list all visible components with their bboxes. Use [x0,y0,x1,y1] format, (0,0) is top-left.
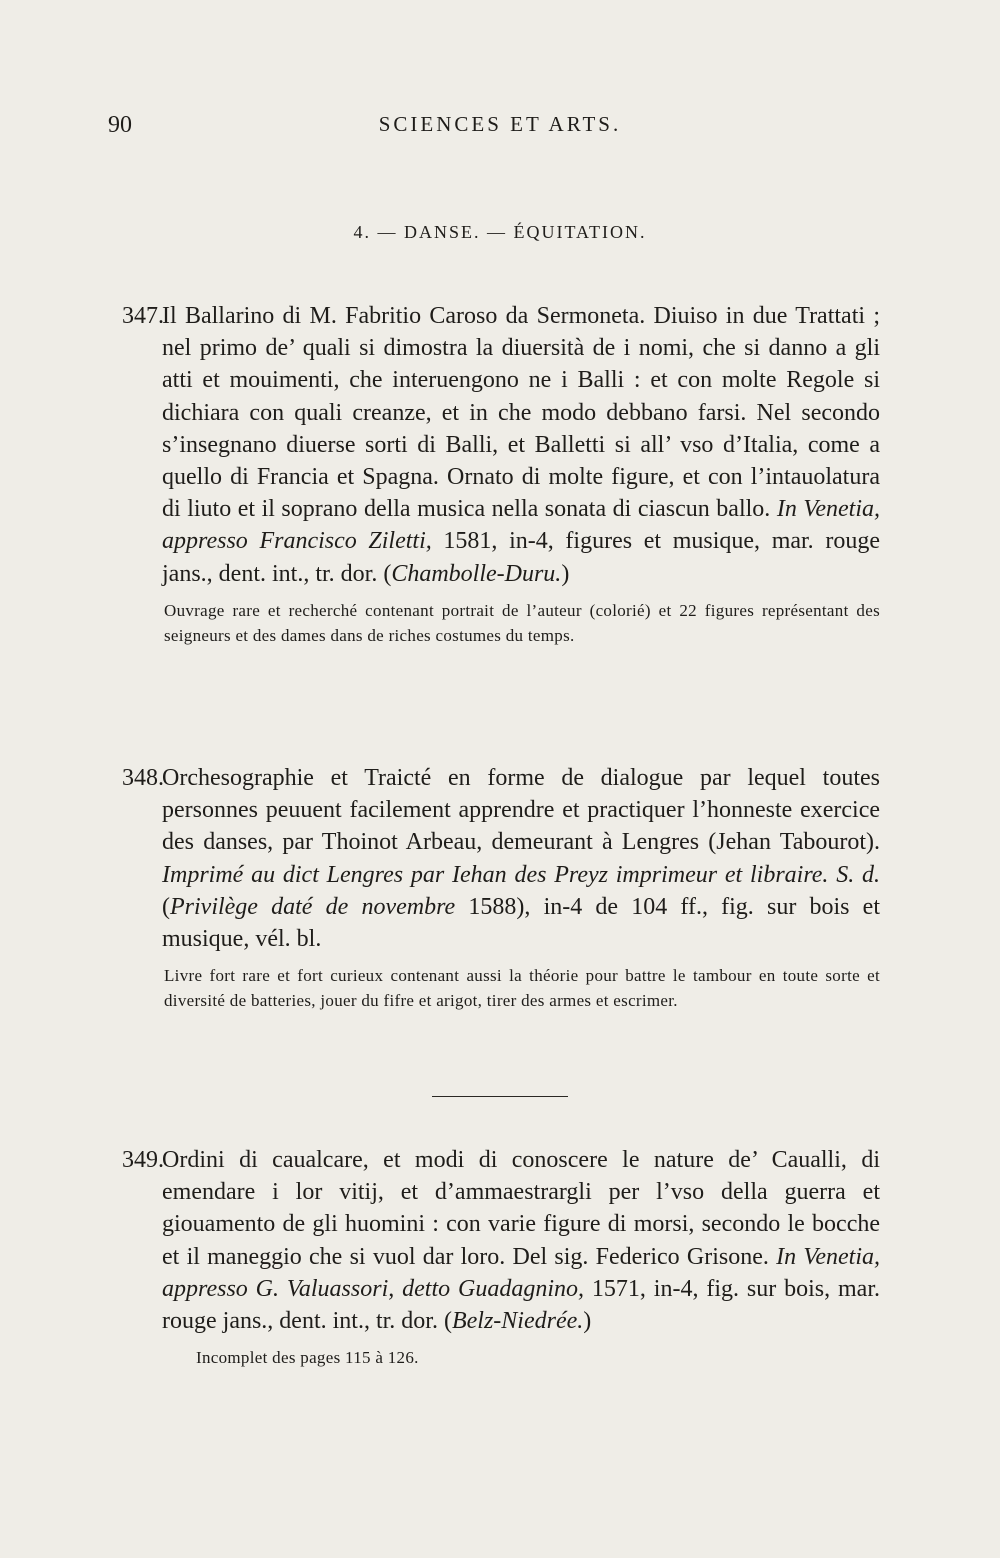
catalog-entry-348 [0,762,1000,1013]
entry-text: Il Ballarino di M. Fabritio Caroso da Sermoneta. Diuiso in due Trattati ; nel primo de’ quali si dimostra la diuersità de i nomi, che si danno a gli atti et mouimenti, che interuengono ne i Balli : et con molte Regole si dichiara con quali creanze, et in che modo debbano farsi. Nel secondo s’insegnano diuerse sorti di Balli, et Balletti si all’ vso d’Italia, come a quello di Francia et Spagna. Ornato di molte figure, et con l’intauolatura di liuto et il soprano della musica nella sonata di ciascun ballo. [162,303,880,523]
entry-number: 349. [122,1147,164,1173]
entry-number: 347. [122,303,164,329]
entry-imprint: In Venetia, appresso G. Valuassori, detto Guadagnino, [162,1243,880,1302]
page-number: 90 [108,112,132,138]
running-title: SCIENCES ET ARTS. [378,112,622,136]
entry-text: ) [583,1308,592,1335]
entry-text: 1588), in-4 de 104 ff., fig. sur bois et musique, vél. bl. [162,893,881,953]
entry-body [0,1144,1000,1337]
entry-number: 348. [122,765,164,791]
entry-imprint: Imprimé au dict Lengres par Iehan des Preyz imprimeur et libraire. S. d. [162,861,880,888]
section-heading: 4. — DANSE. — ÉQUITATION. [353,222,647,242]
entry-note: Incomplet des pages 115 à 126. [196,1348,419,1368]
entry-text: 1571, in-4, fig. sur bois, mar. rouge jans., dent. int., tr. dor. ( [162,1275,880,1335]
entry-body [0,762,1000,955]
running-head [0,112,1000,146]
entry-privilege: Privilège daté de novembre [170,893,456,920]
entry-binder: Chambolle-Duru. [391,560,562,587]
entry-text: ) [561,560,570,587]
entry-text: 1581, in-4, figures et musique, mar. rouge jans., dent. int., tr. dor. ( [162,528,880,587]
entry-imprint: In Venetia, appresso Francisco Ziletti, [162,496,880,555]
catalog-entry-349 [0,1144,1000,1370]
separator-rule [432,1096,568,1097]
entry-text: Ordini di caualcare, et modi di conoscere le nature de’ Caualli, di emendare i lor vitij, et d’ammaestrargli per l’vso della guerra et giouamento de gli huomini : con varie figure di morsi, secondo le bocche et il maneggio che si vuol dar loro. Del sig. Federico Grisone. [162,1147,880,1270]
entry-note: Livre fort rare et fort curieux contenant aussi la théorie pour battre le tambour en toute sorte et diversité de batteries, jouer du fifre et arigot, tirer des armes et escrimer. [164,966,880,1011]
entry-text: ( [162,893,170,920]
entry-body [0,300,1000,590]
entry-note: Ouvrage rare et recherché contenant portrait de l’auteur (colorié) et 22 figures représentant des seigneurs et des dames dans de riches costumes du temps. [164,600,880,645]
entry-binder: Belz-Niedrée. [451,1308,584,1335]
catalog-entry-347 [0,300,1000,648]
entry-text: Orchesographie et Traicté en forme de dialogue par lequel toutes personnes peuuent facilement apprendre et practiquer l’honneste exercice des danses, par Thoinot Arbeau, demeurant à Lengres (Jehan Tabourot). [162,765,880,856]
